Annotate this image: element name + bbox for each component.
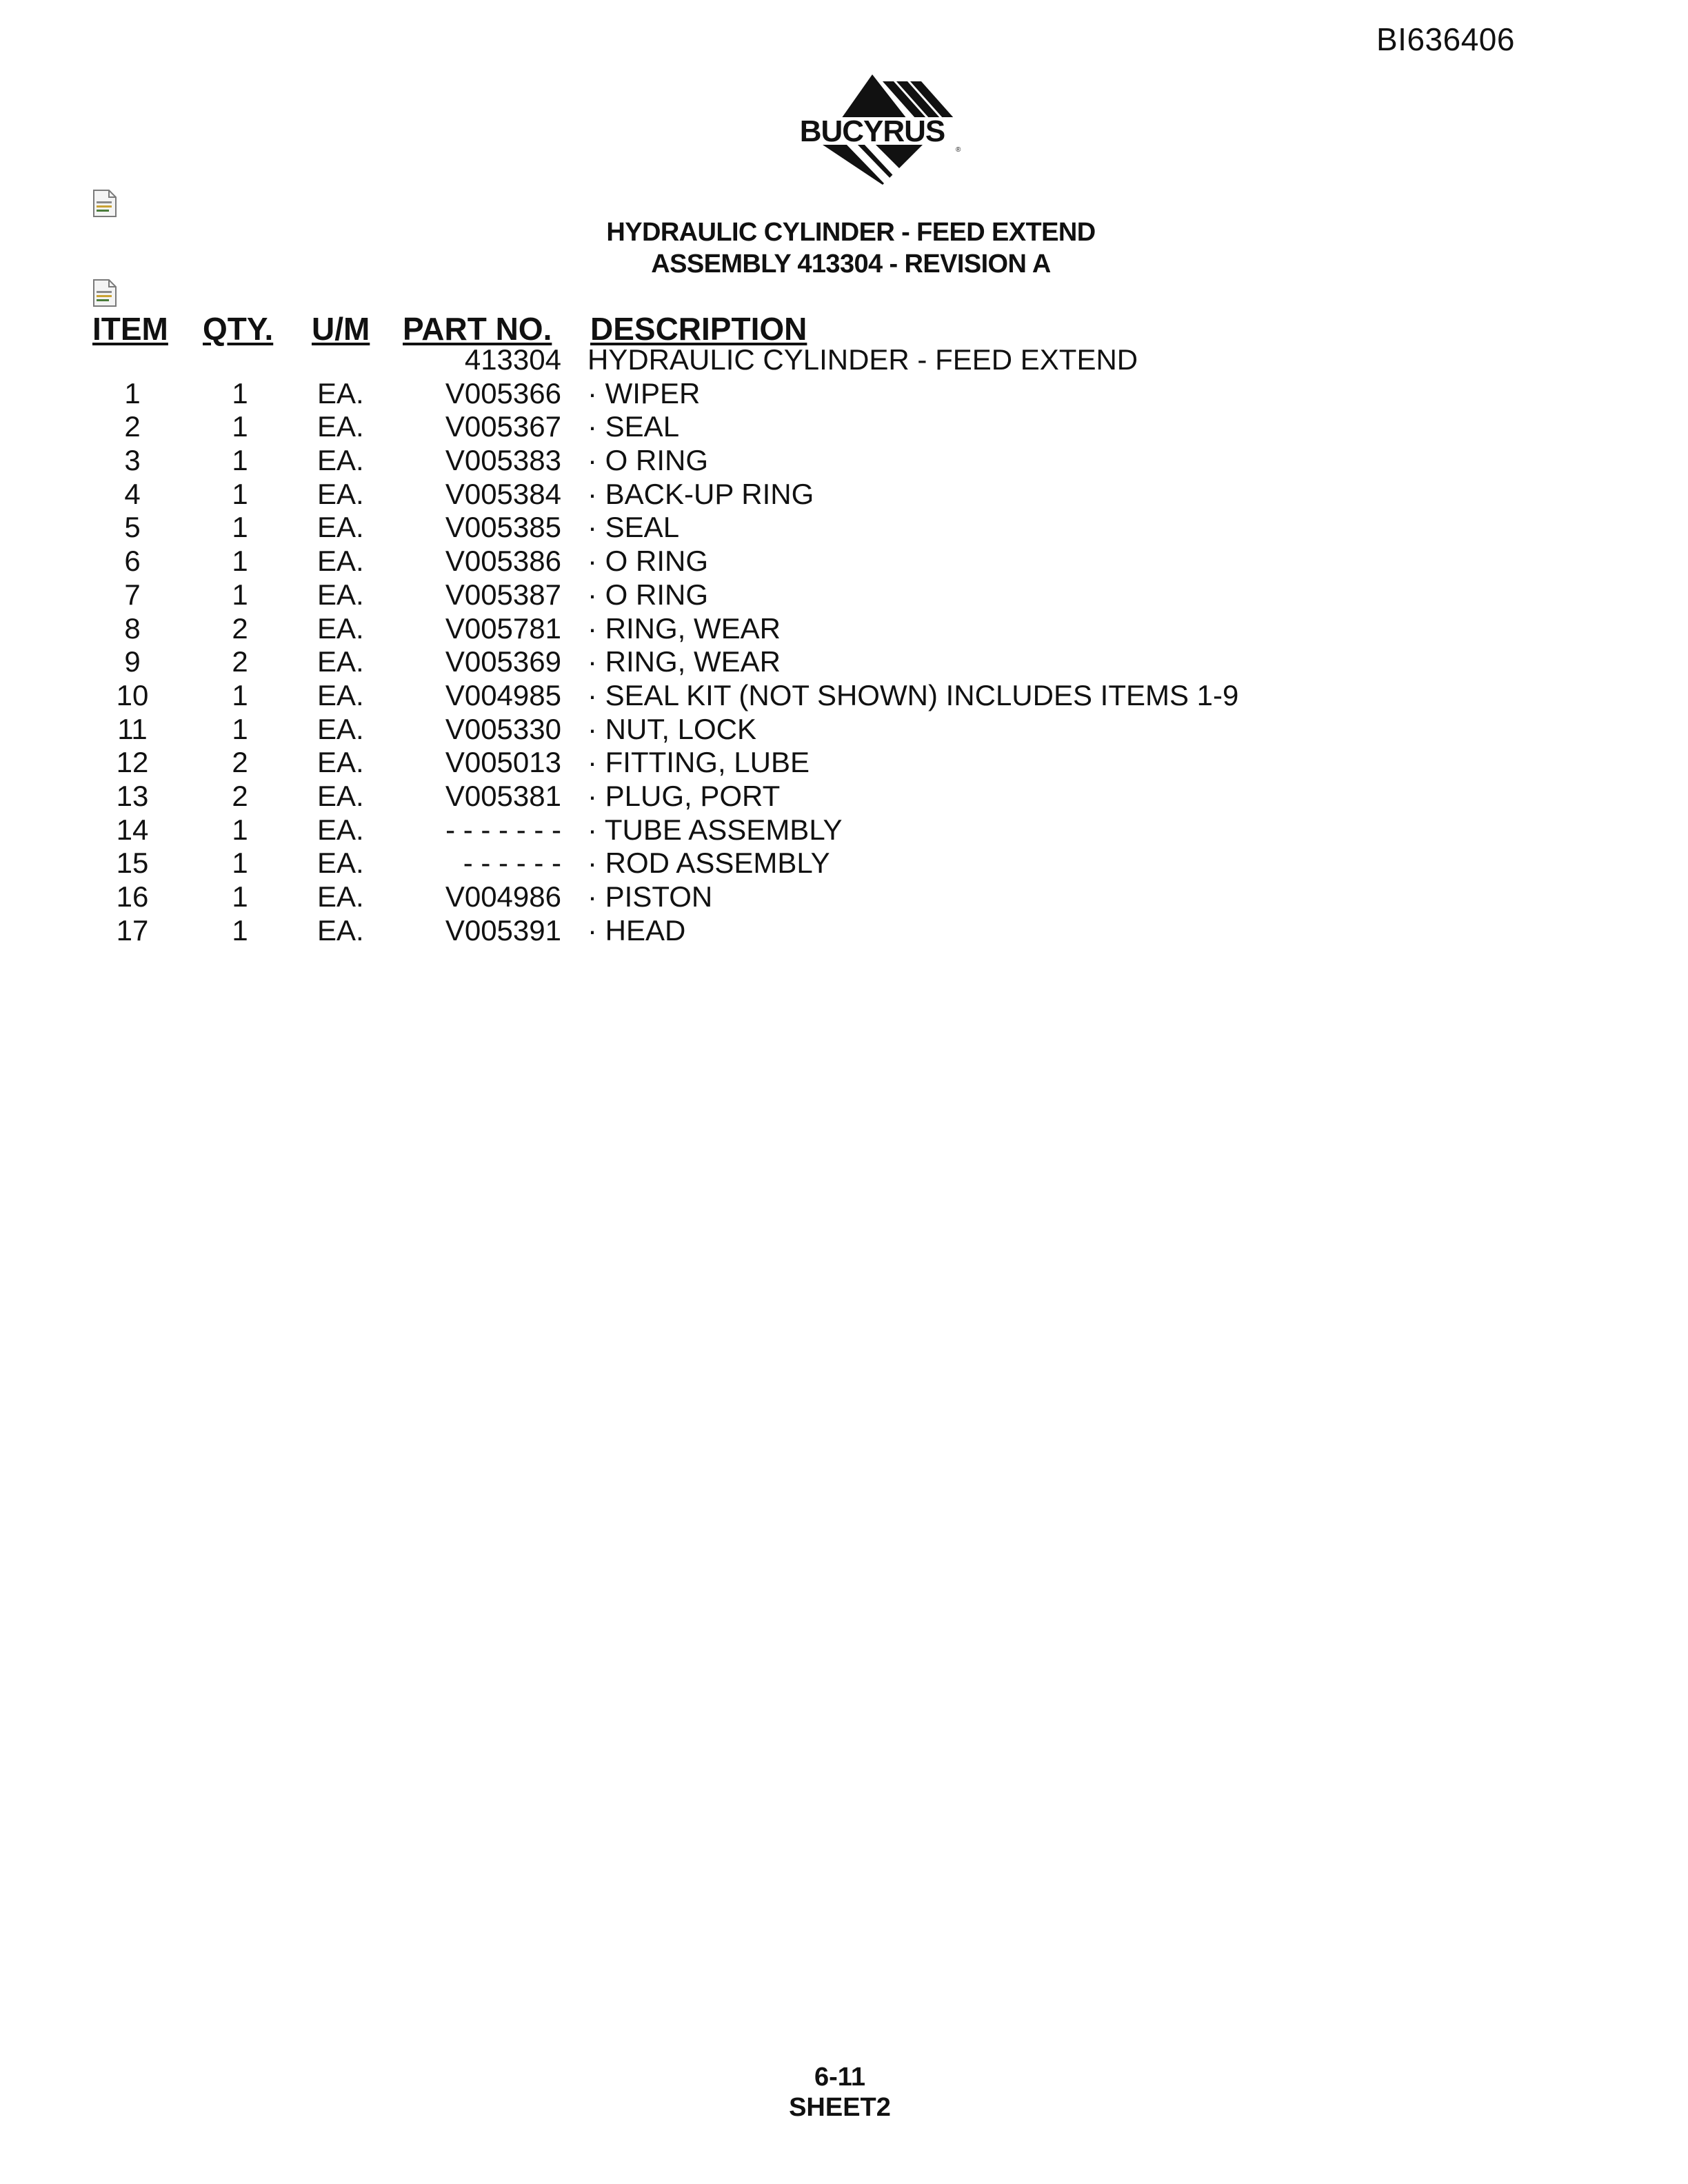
qty-cell: 2 bbox=[232, 645, 248, 678]
part-no-cell: V005367 bbox=[445, 410, 561, 443]
um-cell: EA. bbox=[317, 376, 364, 410]
item-cell: 2 bbox=[124, 410, 141, 443]
um-cell: EA. bbox=[317, 913, 364, 947]
table-row bbox=[0, 746, 1688, 780]
page-number: 6-11 bbox=[814, 2063, 865, 2092]
part-no-cell: V005384 bbox=[445, 477, 561, 510]
table-row bbox=[0, 478, 1688, 512]
um-cell: EA. bbox=[317, 779, 364, 812]
item-cell: 5 bbox=[124, 511, 141, 544]
description-cell: · ROD ASSEMBLY bbox=[587, 847, 830, 880]
item-cell: 7 bbox=[124, 578, 141, 611]
part-no-cell: V005381 bbox=[445, 779, 561, 812]
description-cell: HYDRAULIC CYLINDER - FEED EXTEND bbox=[587, 343, 1138, 376]
table-row bbox=[0, 511, 1688, 545]
description-cell: · HEAD bbox=[587, 913, 686, 947]
description-cell: · SEAL bbox=[587, 410, 680, 443]
item-cell: 12 bbox=[116, 746, 149, 779]
document-id: BI636406 bbox=[1376, 21, 1515, 57]
item-cell: 10 bbox=[116, 678, 149, 711]
um-cell: EA. bbox=[317, 645, 364, 678]
item-cell: 11 bbox=[117, 712, 148, 745]
table-row bbox=[0, 377, 1688, 411]
um-cell: EA. bbox=[317, 477, 364, 510]
item-cell: 13 bbox=[116, 779, 149, 812]
part-no-cell: - - - - - - - bbox=[445, 813, 561, 846]
um-cell: EA. bbox=[317, 813, 364, 846]
description-cell: · PISTON bbox=[587, 880, 713, 913]
qty-cell: 1 bbox=[232, 511, 248, 544]
qty-cell: 1 bbox=[232, 376, 248, 410]
qty-cell: 1 bbox=[232, 678, 248, 711]
bucyrus-logo bbox=[779, 74, 965, 193]
table-row bbox=[0, 713, 1688, 747]
part-no-cell: V004986 bbox=[445, 880, 561, 913]
item-cell: 9 bbox=[124, 645, 141, 678]
description-cell: · RING, WEAR bbox=[587, 645, 781, 678]
item-cell: 15 bbox=[116, 847, 149, 880]
sheet-label: SHEET2 bbox=[789, 2093, 891, 2122]
table-row bbox=[0, 343, 1688, 377]
table-row bbox=[0, 914, 1688, 948]
page-title: HYDRAULIC CYLINDER - FEED EXTEND bbox=[606, 218, 1096, 247]
document-icon[interactable] bbox=[91, 189, 119, 218]
description-cell: · O RING bbox=[587, 578, 708, 611]
qty-cell: 2 bbox=[232, 746, 248, 779]
table-row bbox=[0, 813, 1688, 847]
item-cell: 4 bbox=[124, 477, 141, 510]
column-header-description: DESCRIPTION bbox=[590, 311, 807, 347]
qty-cell: 2 bbox=[232, 611, 248, 645]
qty-cell: 1 bbox=[232, 477, 248, 510]
um-cell: EA. bbox=[317, 847, 364, 880]
um-cell: EA. bbox=[317, 444, 364, 477]
part-no-cell: V005391 bbox=[445, 913, 561, 947]
table-row bbox=[0, 880, 1688, 914]
part-no-cell: V005369 bbox=[445, 645, 561, 678]
um-cell: EA. bbox=[317, 611, 364, 645]
description-cell: · BACK-UP RING bbox=[587, 477, 814, 510]
um-cell: EA. bbox=[317, 410, 364, 443]
column-header-um: U/M bbox=[312, 311, 370, 347]
part-no-cell: V005013 bbox=[445, 746, 561, 779]
description-cell: · SEAL bbox=[587, 511, 680, 544]
qty-cell: 1 bbox=[232, 410, 248, 443]
part-no-cell: V004985 bbox=[445, 678, 561, 711]
item-cell: 3 bbox=[124, 444, 141, 477]
table-row bbox=[0, 612, 1688, 646]
column-header-item: ITEM bbox=[92, 311, 168, 347]
description-cell: · SEAL KIT (NOT SHOWN) INCLUDES ITEMS 1-9 bbox=[587, 678, 1239, 711]
description-cell: · PLUG, PORT bbox=[587, 779, 781, 812]
part-no-cell: V005366 bbox=[445, 376, 561, 410]
qty-cell: 1 bbox=[232, 847, 248, 880]
description-cell: · NUT, LOCK bbox=[587, 712, 757, 745]
qty-cell: 1 bbox=[232, 913, 248, 947]
table-row bbox=[0, 410, 1688, 444]
um-cell: EA. bbox=[317, 880, 364, 913]
qty-cell: 1 bbox=[232, 545, 248, 578]
column-header-qty: QTY. bbox=[203, 311, 274, 347]
description-cell: · FITTING, LUBE bbox=[587, 746, 810, 779]
qty-cell: 1 bbox=[232, 813, 248, 846]
description-cell: · TUBE ASSEMBLY bbox=[587, 813, 843, 846]
part-no-cell: 413304 bbox=[464, 343, 561, 376]
logo-brand-text: BUCYRUS bbox=[799, 114, 945, 148]
description-cell: · O RING bbox=[587, 444, 708, 477]
part-no-cell: V005781 bbox=[445, 611, 561, 645]
description-cell: · WIPER bbox=[587, 376, 701, 410]
page-subtitle: ASSEMBLY 413304 - REVISION A bbox=[651, 250, 1051, 279]
qty-cell: 1 bbox=[232, 444, 248, 477]
qty-cell: 2 bbox=[232, 779, 248, 812]
um-cell: EA. bbox=[317, 746, 364, 779]
part-no-cell: V005386 bbox=[445, 545, 561, 578]
table-row bbox=[0, 545, 1688, 578]
part-no-cell: - - - - - - bbox=[463, 847, 561, 880]
part-no-cell: V005385 bbox=[445, 511, 561, 544]
logo-registered-mark: ® bbox=[956, 146, 961, 154]
part-no-cell: V005387 bbox=[445, 578, 561, 611]
item-cell: 1 bbox=[124, 376, 141, 410]
description-cell: · RING, WEAR bbox=[587, 611, 781, 645]
item-cell: 8 bbox=[124, 611, 141, 645]
table-row bbox=[0, 679, 1688, 713]
item-cell: 17 bbox=[116, 913, 149, 947]
table-row bbox=[0, 645, 1688, 679]
um-cell: EA. bbox=[317, 511, 364, 544]
document-icon[interactable] bbox=[91, 279, 119, 307]
parts-table bbox=[0, 343, 1688, 947]
qty-cell: 1 bbox=[232, 880, 248, 913]
column-header-part-no: PART NO. bbox=[403, 311, 552, 347]
table-row bbox=[0, 780, 1688, 813]
um-cell: EA. bbox=[317, 578, 364, 611]
item-cell: 6 bbox=[124, 545, 141, 578]
um-cell: EA. bbox=[317, 678, 364, 711]
item-cell: 16 bbox=[116, 880, 149, 913]
table-row bbox=[0, 444, 1688, 478]
table-row bbox=[0, 578, 1688, 612]
item-cell: 14 bbox=[116, 813, 149, 846]
part-no-cell: V005330 bbox=[445, 712, 561, 745]
qty-cell: 1 bbox=[232, 578, 248, 611]
description-cell: · O RING bbox=[587, 545, 708, 578]
table-row bbox=[0, 847, 1688, 880]
qty-cell: 1 bbox=[232, 712, 248, 745]
um-cell: EA. bbox=[317, 545, 364, 578]
um-cell: EA. bbox=[317, 712, 364, 745]
part-no-cell: V005383 bbox=[445, 444, 561, 477]
